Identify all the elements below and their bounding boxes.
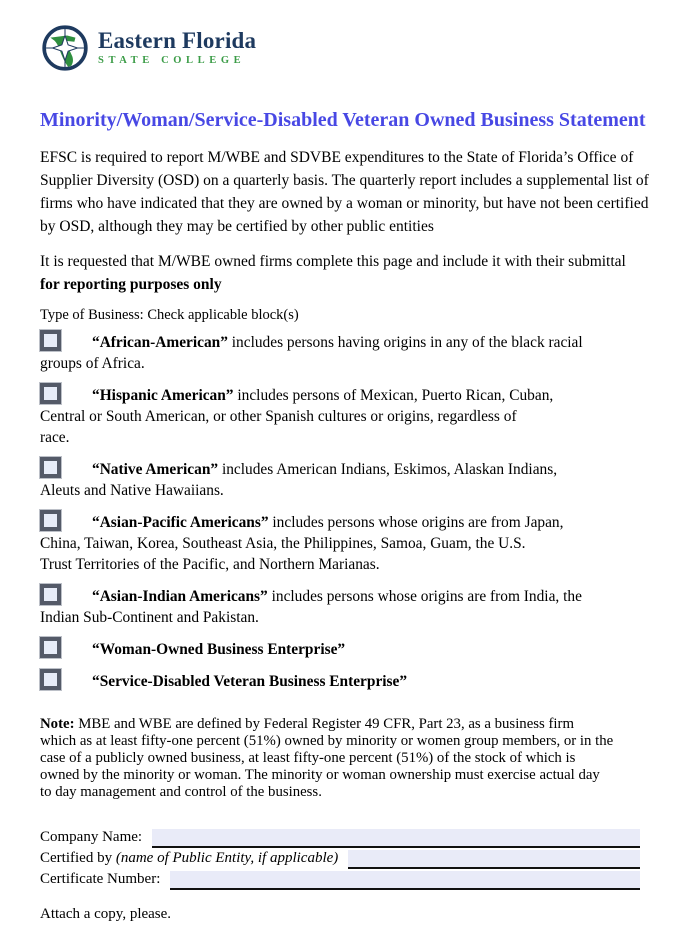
business-type-item-african-american [40,330,654,374]
business-type-term: “Hispanic American” [92,387,234,404]
certificate-number-label: Certificate Number: [40,871,161,887]
business-type-text: includes persons of Mexican, Puerto Rican, Cuban, [233,387,554,404]
business-type-item-woman-owned [40,637,654,660]
note-text: which as at least fifty-one percent (51%) owned by minority or women group members, or in the [40,733,614,749]
business-type-item-asian-pacific [40,510,654,575]
logo-name: Eastern Florida [98,28,257,53]
note-text: MBE and WBE are defined by Federal Register 49 CFR, Part 23, as a business firm [74,716,574,732]
business-type-text: Indian Sub-Continent and Pakistan. [40,609,259,626]
intro-paragraph: EFSC is required to report M/WBE and SDVBE expenditures to the State of Florida’s Office of Supplier Diversity (OSD) on a quarterly basis. The quarterly report includes a supplemental list of firms who have indicated that they are owned by a woman or minority, but have not been certified by OSD, although they may be certified by other public entities [40,149,649,235]
company-name-label: Company Name: [40,829,143,845]
bottom-form [40,827,640,890]
business-type-text: Aleuts and Native Hawaiians. [40,482,224,499]
certified-by-row [40,848,640,869]
company-name-input[interactable] [152,829,640,848]
request-bold-line: for reporting purposes only [40,276,222,293]
request-line: It is requested that M/WBE owned firms complete this page and include it with their submittal [40,253,626,270]
company-name-row [40,827,640,848]
logo-tagline: STATE COLLEGE [98,55,246,66]
business-type-term: “African-American” [92,334,228,351]
checkbox-asian-indian[interactable] [40,584,61,605]
certificate-number-input[interactable] [170,871,640,890]
business-type-text: includes persons having origins in any of the black racial [227,334,583,351]
business-type-text: includes American Indians, Eskimos, Alaskan Indians, [218,461,558,478]
business-type-term: “Native American” [92,461,219,478]
business-type-text: Trust Territories of the Pacific, and Northern Marianas. [40,556,380,573]
business-type-item-hispanic-american [40,383,654,448]
certified-by-input[interactable] [348,850,640,869]
note-text: owned by the minority or woman. The minority or woman ownership must exercise actual day [40,767,600,783]
business-type-text: Central or South American, or other Spanish cultures or origins, regardless of [40,408,517,425]
checkbox-african-american[interactable] [40,330,61,351]
checkbox-native-american[interactable] [40,457,61,478]
business-type-text: includes persons whose origins are from India, the [267,588,582,605]
certified-by-label-prefix: Certified by [40,850,116,866]
certified-by-label [40,848,338,869]
checkbox-service-disabled-veteran[interactable] [40,669,61,690]
business-type-term: “Asian-Pacific Americans” [92,514,269,531]
checkbox-woman-owned[interactable] [40,637,61,658]
business-type-text: race. [40,429,70,446]
logo-text [98,29,256,67]
attach-copy-note: Attach a copy, please. [40,906,172,922]
business-type-text: includes persons whose origins are from Japan, [268,514,564,531]
business-type-term: “Woman-Owned Business Enterprise” [92,641,346,658]
certified-by-label-italic: (name of Public Entity, if applicable) [115,850,339,866]
request-paragraph [40,250,654,296]
business-type-term: “Asian-Indian Americans” [92,588,268,605]
type-of-business-label: Type of Business: Check applicable block(s) [40,307,299,323]
document-title: Minority/Woman/Service-Disabled Veteran Owned Business Statement [40,109,646,131]
logo-florida-compass-icon [40,23,90,73]
business-type-term: “Service-Disabled Veteran Business Enterprise” [92,673,408,690]
note-paragraph [40,716,654,801]
business-type-text: China, Taiwan, Korea, Southeast Asia, the Philippines, Samoa, Guam, the U.S. [40,535,526,552]
certificate-number-row [40,869,640,890]
note-text: to day management and control of the business. [40,784,322,800]
business-type-text: groups of Africa. [40,355,145,372]
note-text: case of a publicly owned business, at least fifty-one percent (51%) of the stock of which is [40,750,576,766]
checkbox-asian-pacific[interactable] [40,510,61,531]
efsc-logo [40,22,654,74]
business-type-item-native-american [40,457,654,501]
note-label: Note: [40,716,75,732]
business-type-item-asian-indian [40,584,654,628]
business-type-item-service-disabled-veteran [40,669,654,692]
checkbox-hispanic-american[interactable] [40,383,61,404]
